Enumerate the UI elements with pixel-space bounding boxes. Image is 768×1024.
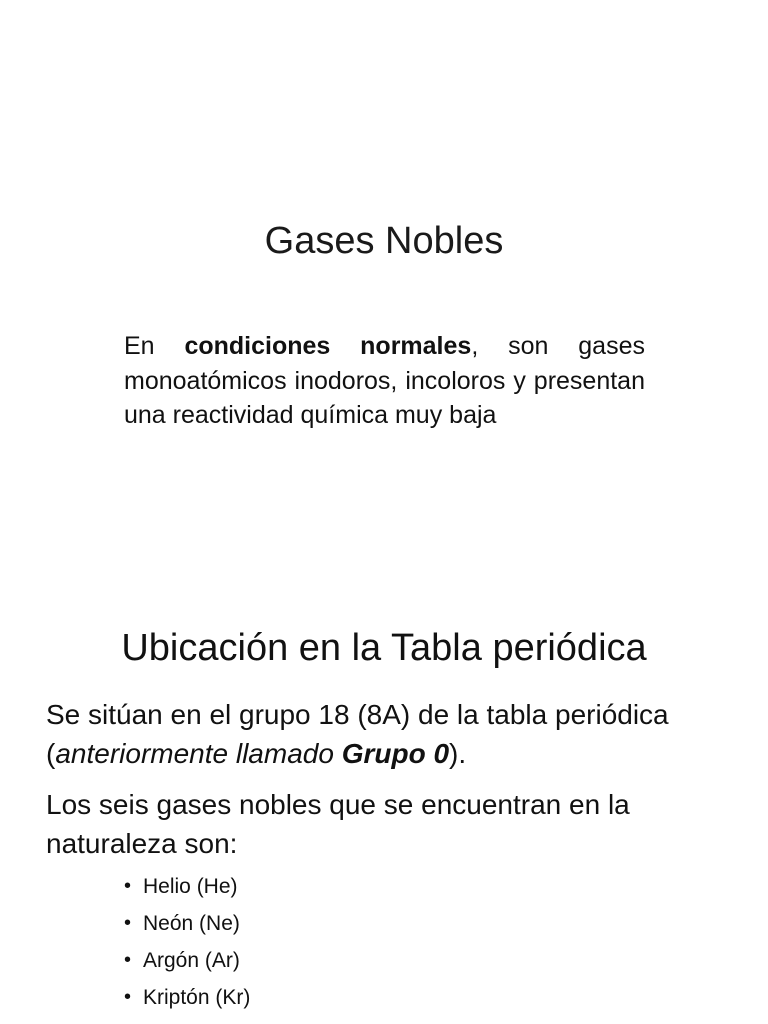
paragraph-italic-text: anteriormente llamado (55, 738, 342, 769)
body-lead: En (124, 332, 185, 360)
slide-1-body-text (124, 329, 645, 433)
list-item (124, 905, 250, 942)
body-rest: , son gases monoatómicos inodoros, incoloros y presentan una reactividad química muy baja (124, 332, 645, 429)
slide-1-title: Gases Nobles (264, 220, 504, 262)
gas-name: Kriptón (Kr) (143, 986, 251, 1009)
bullet-icon: • (124, 949, 132, 971)
slide-2-title: Ubicación en la Tabla periódica (121, 627, 647, 669)
gas-name: Helio (He) (143, 875, 238, 898)
natural-gases-paragraph: Los seis gases nobles que se encuentran en la naturaleza son: (46, 789, 630, 859)
noble-gas-list (124, 868, 250, 1016)
bullet-icon: • (124, 986, 132, 1008)
list-item (124, 868, 250, 905)
group-location-paragraph (46, 695, 736, 773)
paragraph-bold-italic-text: Grupo 0 (341, 738, 450, 769)
gas-name: Argón (Ar) (143, 949, 240, 972)
body-bold-phrase: condiciones normales (184, 332, 472, 360)
gas-name: Neón (Ne) (143, 912, 240, 935)
paragraph-text: Se sitúan en el grupo 18 (8A) de la tabla periódica ( (46, 699, 669, 769)
paragraph-closing-text: ). (449, 738, 467, 769)
bullet-icon: • (124, 912, 132, 934)
list-item (124, 942, 250, 979)
bullet-icon: • (124, 875, 132, 897)
list-item (124, 979, 250, 1016)
